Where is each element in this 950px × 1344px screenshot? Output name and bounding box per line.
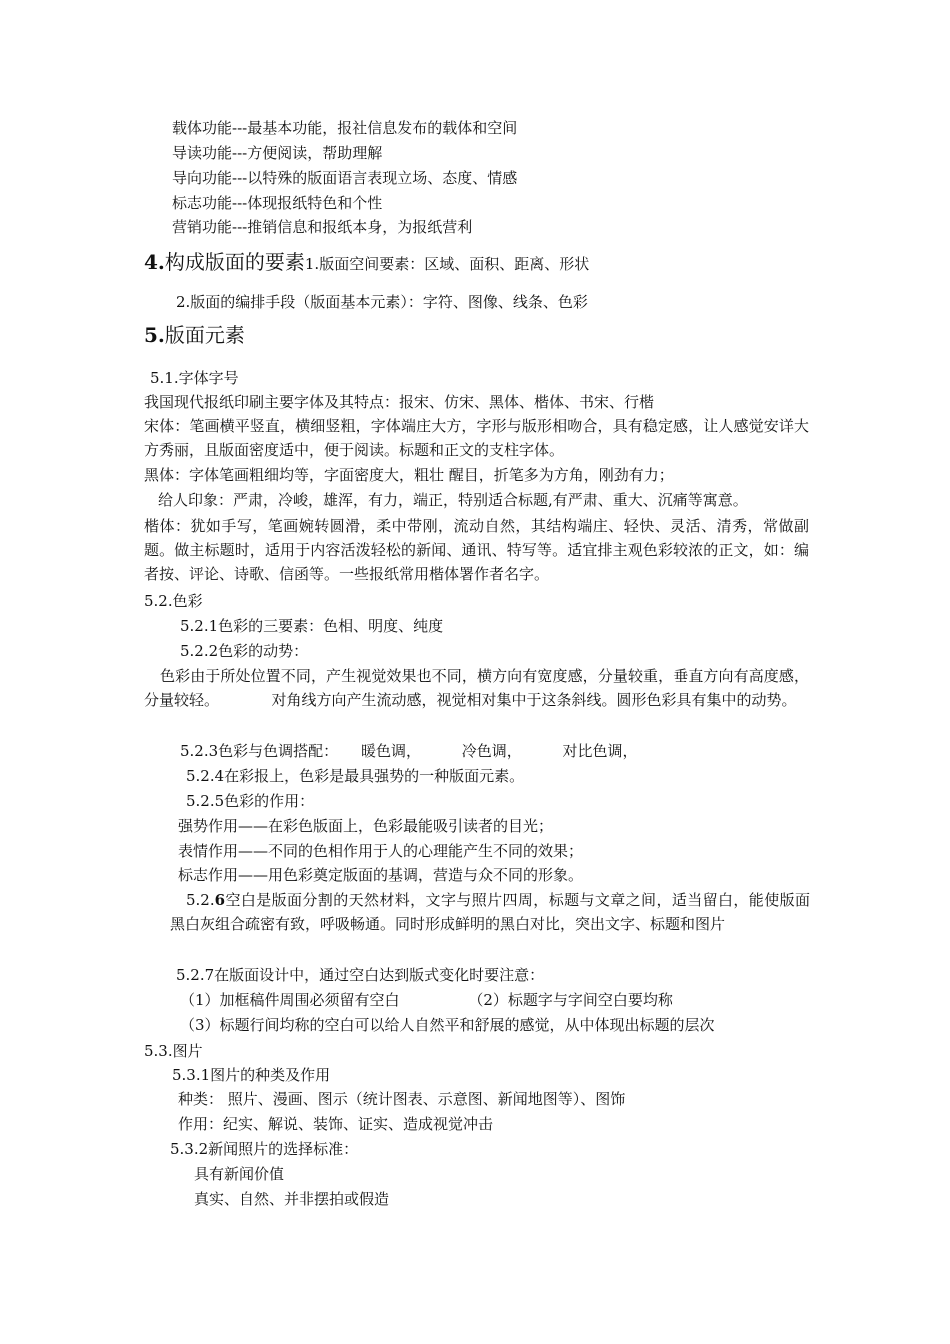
text-line: 5.2.1色彩的三要素：色相、明度、纯度: [180, 617, 444, 635]
text-line: 2.版面的编排手段（版面基本元素）：字符、图像、线条、色彩: [176, 293, 588, 311]
text-line: 5.3.2新闻照片的选择标准：: [170, 1140, 359, 1158]
text-line: 我国现代报纸印刷主要字体及其特点：报宋、仿宋、黑体、楷体、书宋、行楷: [144, 393, 655, 411]
text-span: 暖色调，: [360, 742, 421, 760]
heading-title: 构成版面的要素: [164, 250, 305, 274]
subsection-heading: 5.1.字体字号: [150, 369, 239, 387]
text-line: [180, 740, 638, 762]
text-span: （2）标题字与字间空白要均称: [468, 991, 673, 1009]
text-line: 5.3.1图片的种类及作用: [172, 1066, 331, 1084]
paragraph: [170, 888, 810, 936]
text-line: （3）标题行间均称的空白可以给人自然平和舒展的感觉，从中体现出标题的层次: [180, 1016, 715, 1034]
text-span: 冷色调，: [461, 742, 522, 760]
text-line: 表情作用——不同的色相作用于人的心理能产生不同的效果；: [178, 842, 584, 860]
heading-number: 5.: [144, 323, 165, 347]
heading-number: 4.: [144, 250, 165, 274]
text-span: 5.2.3色彩与色调搭配：: [180, 742, 339, 760]
text-span: 5.2.: [186, 891, 215, 909]
paragraph: 宋体：笔画横平竖直，横细竖粗，字体端庄大方，字形与版形相吻合，具有稳定感，让人感觉安详大方秀丽，且版面密度适中，便于阅读。标题和正文的支柱字体。: [144, 417, 809, 459]
subsection-heading: 5.2.色彩: [144, 592, 203, 610]
text-line: [180, 989, 673, 1011]
text-line: 作用：纪实、解说、装饰、证实、造成视觉冲击: [178, 1115, 494, 1133]
text-line: 5.2.4在彩报上，色彩是最具强势的一种版面元素。: [186, 767, 525, 785]
text-span: （1）加框稿件周围必须留有空白: [180, 991, 400, 1009]
subsection-heading: 5.3.图片: [144, 1042, 203, 1060]
text-line: 种类： 照片、漫画、图示（统计图表、示意图、新闻地图等）、图饰: [178, 1090, 626, 1108]
text-line: 给人印象：严肃，冷峻，雄浑，有力，端正，特别适合标题,有严肃、重大、沉痛等寓意。: [158, 491, 748, 509]
text-line: 载体功能---最基本功能，报社信息发布的载体和空间: [172, 119, 518, 137]
text-line: 5.2.7在版面设计中，通过空白达到版式变化时要注意：: [176, 966, 545, 984]
text-line: 标志功能---体现报纸特色和个性: [172, 194, 383, 212]
text-line: 导向功能---以特殊的版面语言表现立场、态度、情感: [172, 169, 518, 187]
text-line: 导读功能---方便阅读，帮助理解: [172, 144, 383, 162]
section-heading-4: [144, 248, 589, 276]
paragraph: 色彩由于所处位置不同，产生视觉效果也不同，横方向有宽度感，分量较重，垂直方向有高度感，分量较轻。 对角线方向产生流动感，视觉相对集中于这条斜线。圆形色彩具有集中的动势。: [144, 667, 809, 709]
text-span: 空白是版面分割的天然材料，文字与照片四周，标题与文章之间，适当留白，能使版面黑白灰组合疏密有致，呼吸畅通。同时形成鲜明的黑白对比，突出文字、标题和图片: [170, 891, 810, 933]
text-line: 真实、自然、并非摆拍或假造: [194, 1190, 390, 1208]
text-line: 标志作用——用色彩奠定版面的基调，营造与众不同的形象。: [178, 866, 584, 884]
text-line: 营销功能---推销信息和报纸本身，为报纸营利: [172, 218, 473, 236]
text-line: 5.2.2色彩的动势：: [180, 642, 309, 660]
paragraph: 楷体：犹如手写，笔画婉转圆滑，柔中带刚，流动自然，其结构端庄、轻快、灵活、清秀，常做副题。做主标题时，适用于内容活泼轻松的新闻、通讯、特写等。适宜排主观色彩较浓的正文，如：编者按、评论、诗歌、信函等。一些报纸常用楷体署作者名字。: [144, 517, 809, 583]
text-line: 1.版面空间要素：区域、面积、距离、形状: [304, 255, 590, 273]
text-line: 黑体：字体笔画粗细均等，字面密度大，粗壮 醒目，折笔多为方角，刚劲有力；: [144, 466, 674, 484]
text-span-bold: 6: [214, 891, 226, 909]
text-line: 强势作用——在彩色版面上，色彩最能吸引读者的目光；: [178, 817, 554, 835]
heading-title: 版面元素: [164, 323, 245, 347]
section-heading-5: [144, 321, 245, 349]
text-line: 具有新闻价值: [194, 1165, 285, 1183]
text-line: 5.2.5色彩的作用：: [186, 792, 315, 810]
text-span: 对比色调，: [562, 742, 638, 760]
